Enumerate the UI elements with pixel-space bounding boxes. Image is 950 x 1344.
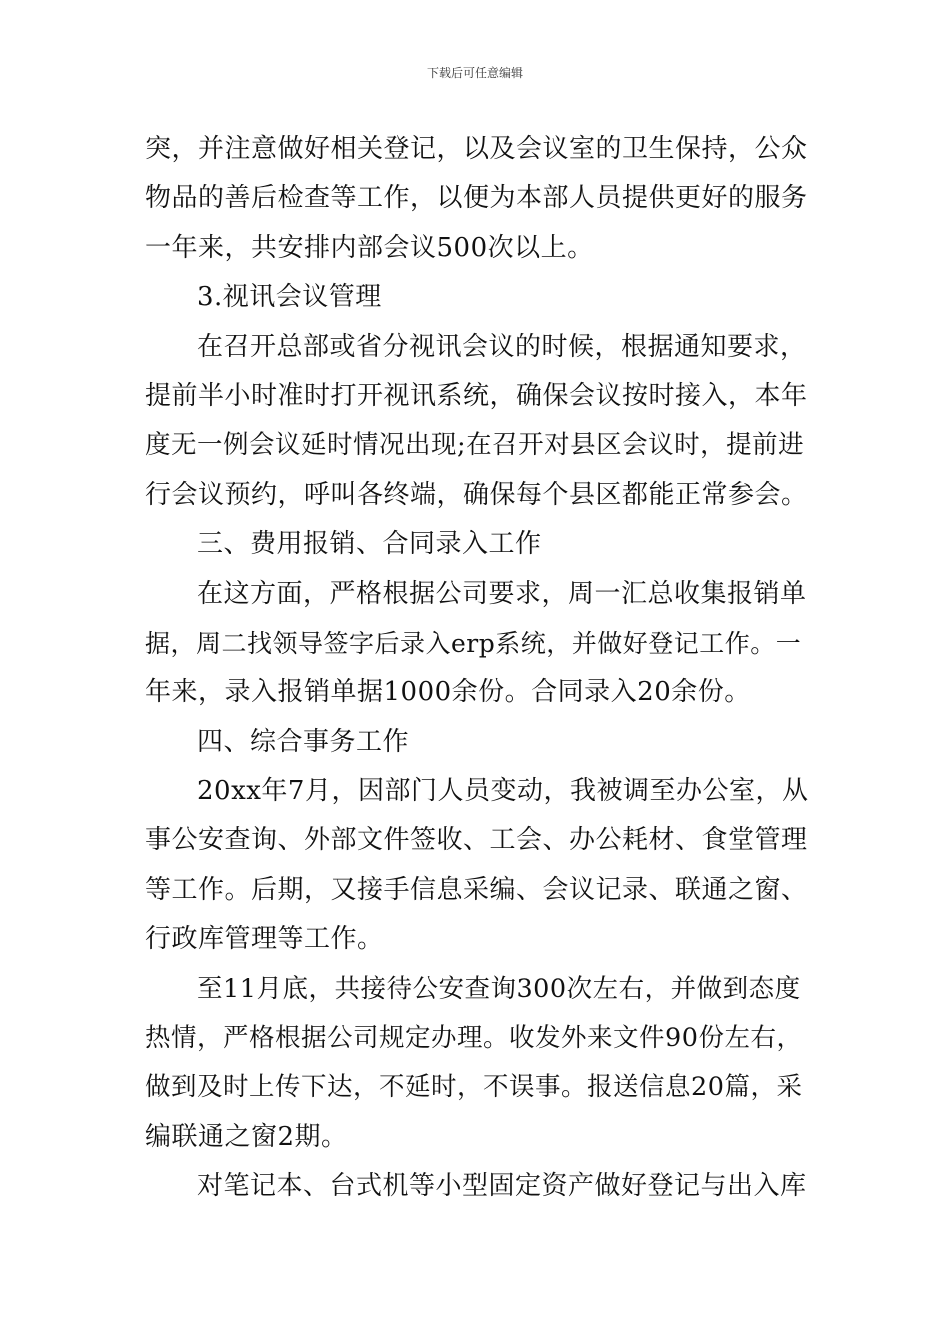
text-line (145, 1063, 810, 1112)
text-line (145, 520, 810, 569)
text-line-content: 编联通之窗2期。 (145, 1121, 348, 1152)
text-line-content: 提前半小时准时打开视讯系统，确保会议按时接入，本年 (145, 380, 808, 411)
text-line (145, 421, 810, 470)
text-line (145, 323, 810, 372)
text-line-content: 在召开总部或省分视讯会议的时候，根据通知要求， (197, 331, 807, 362)
text-line (145, 767, 810, 816)
text-line-content: 年来，录入报销单据1000余份。合同录入20余份。 (145, 677, 751, 708)
text-line (145, 866, 810, 915)
text-line-content: 突，并注意做好相关登记，以及会议室的卫生保持，公众 (145, 134, 808, 164)
text-line-content: 物品的善后检查等工作，以便为本部人员提供更好的服务 (145, 183, 808, 214)
text-line-content: 度无一例会议延时情况出现;在召开对县区会议时，提前进 (145, 430, 805, 461)
text-line-content: 对笔记本、台式机等小型固定资产做好登记与出入库 (197, 1171, 807, 1202)
text-line-content: 事公安查询、外部文件签收、工会、办公耗材、食堂管理 (145, 825, 808, 856)
text-line (145, 816, 810, 865)
text-line-content: 做到及时上传下达，不延时，不误事。报送信息20篇，采 (145, 1072, 803, 1103)
text-line (145, 1113, 810, 1162)
page-header: 下载后可任意编辑 (426, 66, 523, 80)
text-line (145, 273, 810, 322)
text-line (145, 718, 810, 767)
text-line (145, 471, 810, 520)
text-line-content: 20xx年7月，因部门人员变动，我被调至办公室，从 (197, 776, 809, 807)
text-line-content: 在这方面，严格根据公司要求，周一汇总收集报销单 (197, 578, 807, 609)
text-line (145, 915, 810, 964)
text-line-content: 至11月底，共接待公安查询300次左右，并做到态度 (197, 973, 801, 1004)
text-line (145, 965, 810, 1014)
text-line (145, 372, 810, 421)
text-line-content: 据，周二找领导签字后录入erp系统，并做好登记工作。一 (145, 628, 802, 658)
text-line-content: 行政库管理等工作。 (145, 924, 384, 955)
text-line (145, 174, 810, 223)
document-body (145, 125, 810, 1212)
text-line-content: 行会议预约，呼叫各终端，确保每个县区都能正常参会。 (145, 479, 808, 510)
text-line (145, 1162, 810, 1211)
text-line (145, 1014, 810, 1063)
text-line (145, 570, 810, 619)
text-line-content: 一年来，共安排内部会议500次以上。 (145, 232, 594, 263)
text-line-content: 四、综合事务工作 (197, 726, 410, 757)
text-line (145, 668, 810, 717)
text-line-content: 热情，严格根据公司规定办理。收发外来文件90份左右， (145, 1023, 803, 1054)
text-line (145, 125, 810, 174)
text-line (145, 619, 810, 668)
text-line (145, 224, 810, 273)
text-line-content: 三、费用报销、合同录入工作 (197, 529, 542, 560)
text-line-content: 等工作。后期，又接手信息采编、会议记录、联通之窗、 (145, 874, 808, 905)
text-line-content: 3.视讯会议管理 (197, 282, 382, 313)
